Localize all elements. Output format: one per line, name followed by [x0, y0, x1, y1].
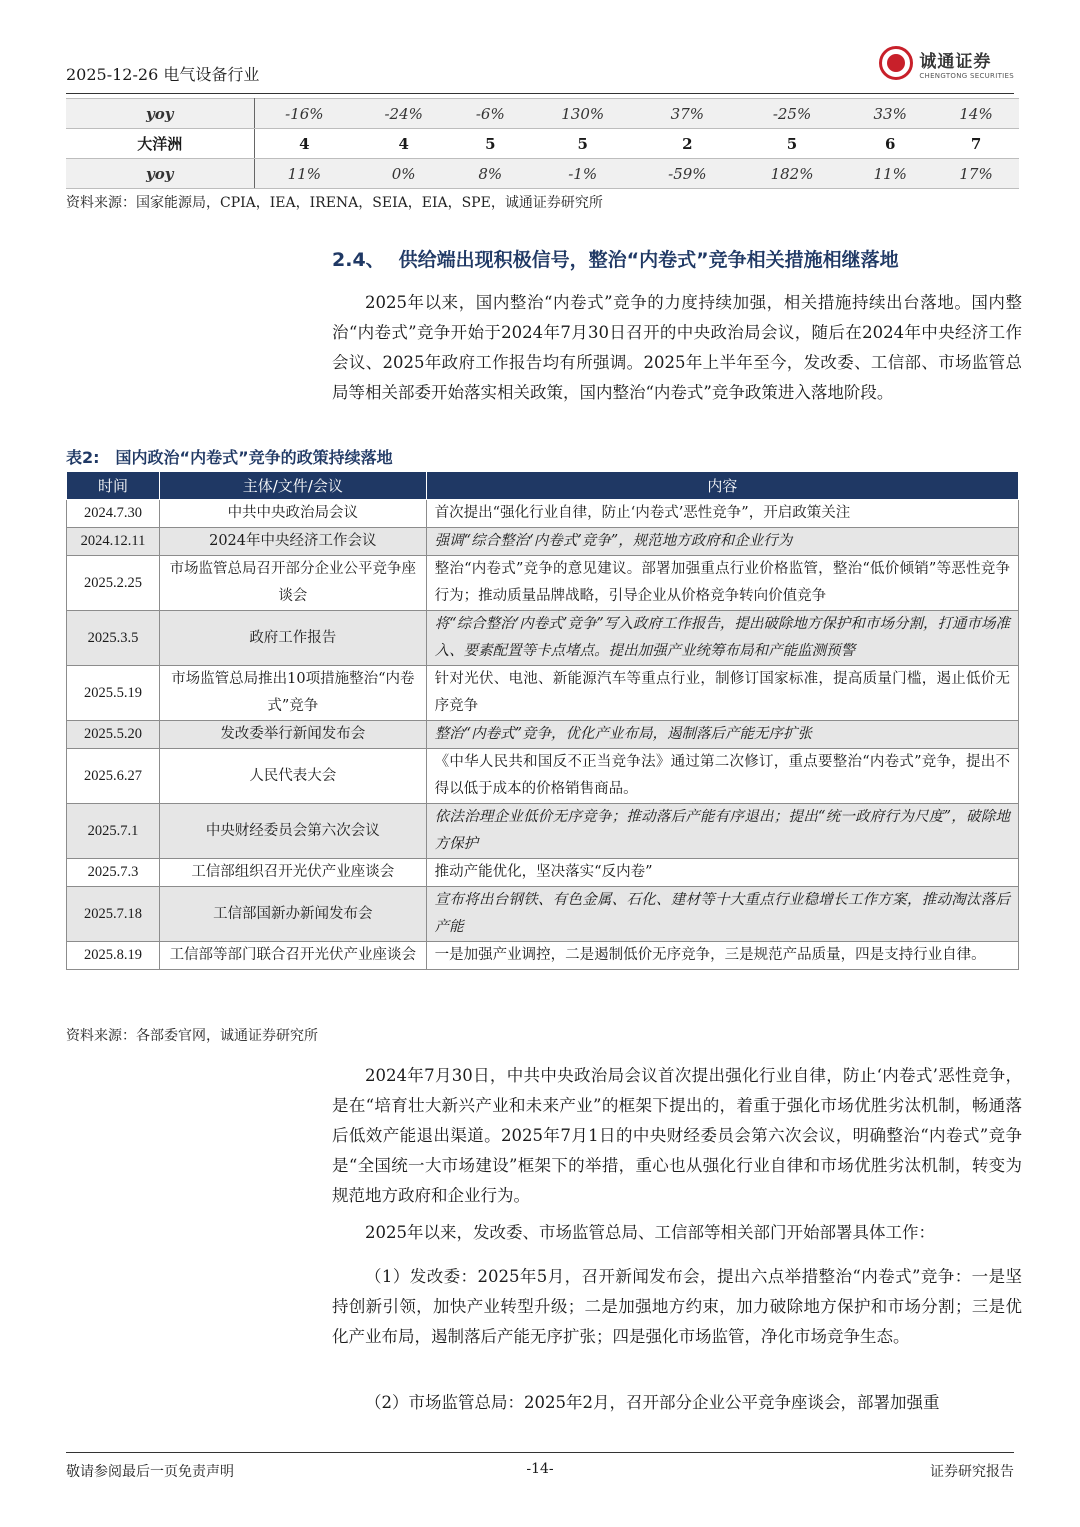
- table1-source: 资料来源：国家能源局，CPIA，IEA，IRENA，SEIA，EIA，SPE，诚通证券研究所: [66, 195, 603, 211]
- table-row: [67, 666, 1019, 721]
- row-org: 发改委举行新闻发布会: [159, 721, 426, 749]
- row-content: 宣布将出台钢铁、有色金属、石化、建材等十大重点行业稳增长工作方案，推动淘汰落后产能: [426, 887, 1018, 942]
- row-date: 2024.7.30: [67, 500, 160, 528]
- row-content: 依法治理企业低价无序竞争；推动落后产能有序退出；提出“统一政府行为尺度”，破除地方保护: [426, 804, 1018, 859]
- table2-caption: [66, 445, 393, 468]
- row-org: 工信部国新办新闻发布会: [159, 887, 426, 942]
- row-date: 2025.3.5: [67, 611, 160, 666]
- table-cell: -25%: [737, 99, 847, 129]
- page-number: -14-: [526, 1461, 554, 1477]
- table-cell: 0%: [354, 159, 453, 189]
- header-org: 主体/文件/会议: [159, 472, 426, 500]
- row-label: 大洋洲: [66, 129, 254, 159]
- page-header: [66, 46, 1014, 94]
- logo-en-name: CHENGTONG SECURITIES: [919, 71, 1014, 80]
- row-date: 2025.5.20: [67, 721, 160, 749]
- row-date: 2025.6.27: [67, 749, 160, 804]
- row-content: 首次提出“强化行业自律，防止‘内卷式’恶性竞争”，开启政策关注: [426, 500, 1018, 528]
- row-date: 2024.12.11: [67, 528, 160, 556]
- row-date: 2025.7.3: [67, 859, 160, 887]
- disclaimer-note: 敬请参阅最后一页免责声明: [66, 1464, 234, 1480]
- table-row: [66, 129, 1019, 159]
- row-label: yoy: [66, 99, 254, 129]
- table-row: [67, 804, 1019, 859]
- table-cell: 5: [527, 129, 637, 159]
- table-cell: 11%: [254, 159, 354, 189]
- table-cell: 4: [354, 129, 453, 159]
- table-cell: 2: [638, 129, 737, 159]
- table-cell: -1%: [527, 159, 637, 189]
- table-cell: 14%: [933, 99, 1019, 129]
- page-footer: [66, 1452, 1014, 1482]
- row-org: 市场监管总局召开部分企业公平竞争座谈会: [159, 556, 426, 611]
- table-cell: 17%: [933, 159, 1019, 189]
- table2-title: 国内政治“内卷式”竞争的政策持续落地: [115, 448, 393, 467]
- row-content: 整治“内卷式”竞争的意见建议。部署加强重点行业价格监管，整治“低价倾销”等恶性竞争行为；推动质量品牌战略，引导企业从价格竞争转向价值竞争: [426, 556, 1018, 611]
- table-cell: -16%: [254, 99, 354, 129]
- row-content: 强调“综合整治‘内卷式’竞争”，规范地方政府和企业行为: [426, 528, 1018, 556]
- table-cell: 182%: [737, 159, 847, 189]
- deployment-paragraph: 2025年以来，发改委、市场监管总局、工信部等相关部门开始部署具体工作：: [365, 1223, 935, 1242]
- table-cell: -6%: [453, 99, 527, 129]
- installation-yoy-table: [66, 98, 1019, 189]
- table-row: [67, 500, 1019, 528]
- table-row: [67, 749, 1019, 804]
- table-cell: 7: [933, 129, 1019, 159]
- table2-number: 表2:: [66, 448, 100, 467]
- row-date: 2025.8.19: [67, 942, 160, 970]
- row-content: 整治“内卷式”竞争，优化产业布局，遏制落后产能无序扩张: [426, 721, 1018, 749]
- report-date-industry: 2025-12-26 电气设备行业: [66, 65, 260, 84]
- report-type: 证券研究报告: [930, 1464, 1014, 1480]
- section-heading: [332, 245, 899, 272]
- row-org: 人民代表大会: [159, 749, 426, 804]
- table-row: [67, 721, 1019, 749]
- table-cell: 5: [737, 129, 847, 159]
- row-content: 一是加强产业调控，二是遏制低价无序竞争，三是规范产品质量，四是支持行业自律。: [426, 942, 1018, 970]
- row-date: 2025.2.25: [67, 556, 160, 611]
- table-row: [67, 887, 1019, 942]
- ndrc-paragraph: （1）发改委：2025年5月，召开新闻发布会，提出六点举措整治“内卷式”竞争：一是坚持创新引领，加快产业转型升级；二是加强地方约束，加力破除地方保护和市场分割；三是优化产业布局，遏制落后产能无序扩张；四是强化市场监管，净化市场竞争生态。: [332, 1267, 1022, 1346]
- row-org: 2024年中央经济工作会议: [159, 528, 426, 556]
- section-number: 2.4、: [332, 249, 385, 271]
- row-date: 2025.7.1: [67, 804, 160, 859]
- row-org: 工信部组织召开光伏产业座谈会: [159, 859, 426, 887]
- table-row: [67, 528, 1019, 556]
- samr-paragraph: （2）市场监管总局：2025年2月，召开部分企业公平竞争座谈会，部署加强重: [365, 1393, 940, 1412]
- table-cell: 33%: [847, 99, 933, 129]
- row-org: 市场监管总局推出10项措施整治“内卷式”竞争: [159, 666, 426, 721]
- table-row: [66, 99, 1019, 129]
- table-cell: -24%: [354, 99, 453, 129]
- row-content: 针对光伏、电池、新能源汽车等重点行业，制修订国家标准，提高质量门槛，遏止低价无序竞争: [426, 666, 1018, 721]
- header-date: 时间: [67, 472, 160, 500]
- row-org: 工信部等部门联合召开光伏产业座谈会: [159, 942, 426, 970]
- table-cell: 6: [847, 129, 933, 159]
- intro-paragraph: 2025年以来，国内整治“内卷式”竞争的力度持续加强，相关措施持续出台落地。国内整治“内卷式”竞争开始于2024年7月30日召开的中央政治局会议，随后在2024年中央经济工作会议、2025年政府工作报告均有所强调。2025年上半年至今，发改委、工信部、市场监管总局等相关部委开始落实相关政策，国内整治“内卷式”竞争政策进入落地阶段。: [332, 293, 1022, 402]
- logo-cn-name: 诚通证券: [919, 51, 992, 72]
- row-org: 中共中央政治局会议: [159, 500, 426, 528]
- row-org: 政府工作报告: [159, 611, 426, 666]
- row-label: yoy: [66, 159, 254, 189]
- table-row: [67, 859, 1019, 887]
- header-content: 内容: [426, 472, 1018, 500]
- table-cell: 37%: [638, 99, 737, 129]
- row-date: 2025.7.18: [67, 887, 160, 942]
- row-date: 2025.5.19: [67, 666, 160, 721]
- table-cell: -59%: [638, 159, 737, 189]
- row-content: 《中华人民共和国反不正当竞争法》通过第二次修订，重点要整治“内卷式”竞争，提出不得以低于成本的价格销售商品。: [426, 749, 1018, 804]
- table-row: [67, 611, 1019, 666]
- row-content: 推动产能优化，坚决落实“反内卷”: [426, 859, 1018, 887]
- section-title-text: 供给端出现积极信号，整治“内卷式”竞争相关措施相继落地: [398, 249, 899, 271]
- analysis-paragraph: 2024年7月30日，中共中央政治局会议首次提出强化行业自律，防止‘内卷式’恶性竞争，是在“培育壮大新兴产业和未来产业”的框架下提出的，着重于强化市场优胜劣汰机制，畅通落后低效产能退出渠道。2025年7月1日的中央财经委员会第六次会议，明确整治“内卷式”竞争是“全国统一大市场建设”框架下的举措，重心也从强化行业自律和市场优胜劣汰机制，转变为规范地方政府和企业行为。: [332, 1066, 1022, 1205]
- table-cell: 5: [453, 129, 527, 159]
- table-row: [67, 556, 1019, 611]
- table-cell: 130%: [527, 99, 637, 129]
- table-cell: 4: [254, 129, 354, 159]
- table-cell: 11%: [847, 159, 933, 189]
- row-content: 将“综合整治‘内卷式’竞争”写入政府工作报告，提出破除地方保护和市场分割，打通市场准入、要素配置等卡点堵点。提出加强产业统筹布局和产能监测预警: [426, 611, 1018, 666]
- table2-source: 资料来源：各部委官网，诚通证券研究所: [66, 1028, 318, 1044]
- table-cell: 8%: [453, 159, 527, 189]
- company-logo: [879, 46, 1014, 80]
- row-org: 中央财经委员会第六次会议: [159, 804, 426, 859]
- table-row: [67, 942, 1019, 970]
- policy-table: [66, 471, 1019, 970]
- logo-emblem-icon: [879, 46, 913, 80]
- table-row: [66, 159, 1019, 189]
